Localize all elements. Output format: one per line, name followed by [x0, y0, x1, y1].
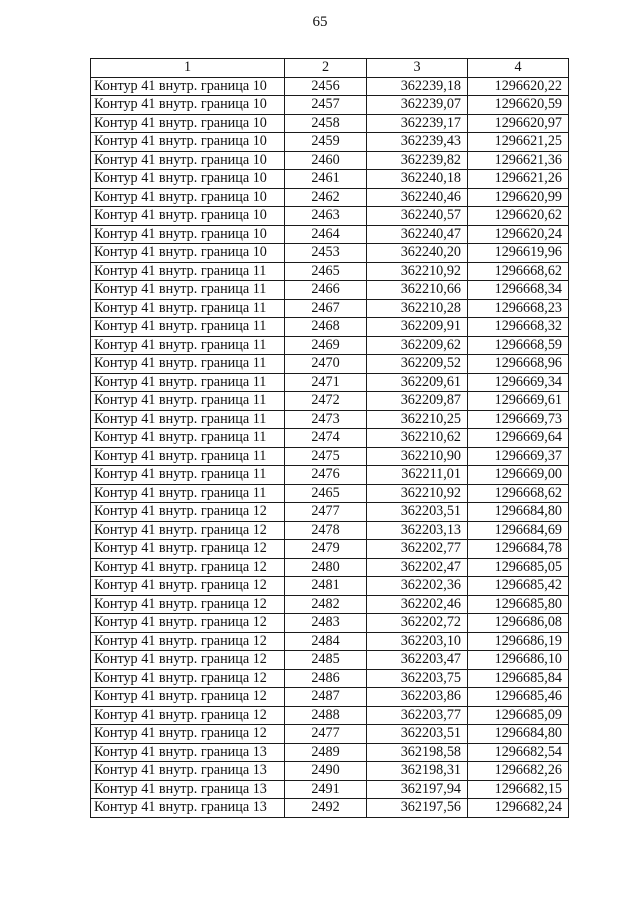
x-coordinate-cell: 362203,86: [367, 688, 468, 707]
point-number-cell: 2480: [285, 558, 367, 577]
table-row: [91, 799, 569, 818]
y-coordinate-cell: 1296668,62: [468, 262, 569, 281]
contour-name-cell: Контур 41 внутр. граница 11: [91, 447, 285, 466]
y-coordinate-cell: 1296685,46: [468, 688, 569, 707]
header-col-2: 2: [285, 59, 367, 78]
y-coordinate-cell: 1296621,26: [468, 170, 569, 189]
table-row: [91, 151, 569, 170]
table-row: [91, 392, 569, 411]
point-number-cell: 2461: [285, 170, 367, 189]
contour-name-cell: Контур 41 внутр. граница 11: [91, 318, 285, 337]
y-coordinate-cell: 1296685,05: [468, 558, 569, 577]
y-coordinate-cell: 1296621,36: [468, 151, 569, 170]
point-number-cell: 2453: [285, 244, 367, 263]
table-row: [91, 299, 569, 318]
contour-name-cell: Контур 41 внутр. граница 12: [91, 558, 285, 577]
contour-name-cell: Контур 41 внутр. граница 11: [91, 299, 285, 318]
y-coordinate-cell: 1296682,54: [468, 743, 569, 762]
y-coordinate-cell: 1296668,23: [468, 299, 569, 318]
point-number-cell: 2477: [285, 725, 367, 744]
table-row: [91, 558, 569, 577]
header-col-1: 1: [91, 59, 285, 78]
x-coordinate-cell: 362203,13: [367, 521, 468, 540]
table-row: [91, 503, 569, 522]
contour-name-cell: Контур 41 внутр. граница 12: [91, 614, 285, 633]
coordinates-table: [90, 58, 569, 818]
x-coordinate-cell: 362239,82: [367, 151, 468, 170]
point-number-cell: 2478: [285, 521, 367, 540]
contour-name-cell: Контур 41 внутр. граница 13: [91, 780, 285, 799]
contour-name-cell: Контур 41 внутр. граница 11: [91, 336, 285, 355]
table-row: [91, 780, 569, 799]
table-row: [91, 355, 569, 374]
point-number-cell: 2477: [285, 503, 367, 522]
x-coordinate-cell: 362203,47: [367, 651, 468, 670]
header-col-3: 3: [367, 59, 468, 78]
contour-name-cell: Контур 41 внутр. граница 11: [91, 262, 285, 281]
point-number-cell: 2476: [285, 466, 367, 485]
table-row: [91, 725, 569, 744]
point-number-cell: 2460: [285, 151, 367, 170]
contour-name-cell: Контур 41 внутр. граница 10: [91, 188, 285, 207]
y-coordinate-cell: 1296684,80: [468, 503, 569, 522]
point-number-cell: 2465: [285, 484, 367, 503]
x-coordinate-cell: 362210,92: [367, 262, 468, 281]
y-coordinate-cell: 1296669,34: [468, 373, 569, 392]
x-coordinate-cell: 362210,28: [367, 299, 468, 318]
x-coordinate-cell: 362197,56: [367, 799, 468, 818]
contour-name-cell: Контур 41 внутр. граница 10: [91, 244, 285, 263]
y-coordinate-cell: 1296685,09: [468, 706, 569, 725]
table-row: [91, 466, 569, 485]
point-number-cell: 2469: [285, 336, 367, 355]
table-row: [91, 336, 569, 355]
x-coordinate-cell: 362203,51: [367, 725, 468, 744]
contour-name-cell: Контур 41 внутр. граница 12: [91, 540, 285, 559]
point-number-cell: 2471: [285, 373, 367, 392]
table-row: [91, 429, 569, 448]
y-coordinate-cell: 1296669,37: [468, 447, 569, 466]
x-coordinate-cell: 362209,91: [367, 318, 468, 337]
table-row: [91, 688, 569, 707]
contour-name-cell: Контур 41 внутр. граница 10: [91, 114, 285, 133]
point-number-cell: 2463: [285, 207, 367, 226]
point-number-cell: 2490: [285, 762, 367, 781]
table-row: [91, 96, 569, 115]
x-coordinate-cell: 362209,61: [367, 373, 468, 392]
point-number-cell: 2474: [285, 429, 367, 448]
contour-name-cell: Контур 41 внутр. граница 11: [91, 429, 285, 448]
table-row: [91, 77, 569, 96]
y-coordinate-cell: 1296620,59: [468, 96, 569, 115]
y-coordinate-cell: 1296620,99: [468, 188, 569, 207]
x-coordinate-cell: 362240,46: [367, 188, 468, 207]
point-number-cell: 2462: [285, 188, 367, 207]
y-coordinate-cell: 1296619,96: [468, 244, 569, 263]
point-number-cell: 2492: [285, 799, 367, 818]
x-coordinate-cell: 362209,62: [367, 336, 468, 355]
table-row: [91, 669, 569, 688]
x-coordinate-cell: 362240,57: [367, 207, 468, 226]
coordinates-table-container: [90, 58, 569, 818]
point-number-cell: 2472: [285, 392, 367, 411]
y-coordinate-cell: 1296684,80: [468, 725, 569, 744]
x-coordinate-cell: 362209,52: [367, 355, 468, 374]
point-number-cell: 2479: [285, 540, 367, 559]
x-coordinate-cell: 362198,58: [367, 743, 468, 762]
y-coordinate-cell: 1296620,97: [468, 114, 569, 133]
contour-name-cell: Контур 41 внутр. граница 10: [91, 151, 285, 170]
x-coordinate-cell: 362202,36: [367, 577, 468, 596]
contour-name-cell: Контур 41 внутр. граница 13: [91, 762, 285, 781]
y-coordinate-cell: 1296669,61: [468, 392, 569, 411]
x-coordinate-cell: 362210,90: [367, 447, 468, 466]
table-row: [91, 170, 569, 189]
contour-name-cell: Контур 41 внутр. граница 12: [91, 688, 285, 707]
contour-name-cell: Контур 41 внутр. граница 12: [91, 632, 285, 651]
x-coordinate-cell: 362197,94: [367, 780, 468, 799]
point-number-cell: 2465: [285, 262, 367, 281]
contour-name-cell: Контур 41 внутр. граница 12: [91, 669, 285, 688]
y-coordinate-cell: 1296685,84: [468, 669, 569, 688]
contour-name-cell: Контур 41 внутр. граница 10: [91, 77, 285, 96]
contour-name-cell: Контур 41 внутр. граница 12: [91, 651, 285, 670]
table-row: [91, 373, 569, 392]
contour-name-cell: Контур 41 внутр. граница 11: [91, 373, 285, 392]
y-coordinate-cell: 1296684,69: [468, 521, 569, 540]
contour-name-cell: Контур 41 внутр. граница 12: [91, 595, 285, 614]
x-coordinate-cell: 362239,18: [367, 77, 468, 96]
x-coordinate-cell: 362203,10: [367, 632, 468, 651]
point-number-cell: 2458: [285, 114, 367, 133]
y-coordinate-cell: 1296668,59: [468, 336, 569, 355]
x-coordinate-cell: 362202,47: [367, 558, 468, 577]
contour-name-cell: Контур 41 внутр. граница 12: [91, 503, 285, 522]
y-coordinate-cell: 1296682,15: [468, 780, 569, 799]
contour-name-cell: Контур 41 внутр. граница 11: [91, 355, 285, 374]
contour-name-cell: Контур 41 внутр. граница 11: [91, 466, 285, 485]
table-row: [91, 595, 569, 614]
header-row: [91, 59, 569, 78]
point-number-cell: 2473: [285, 410, 367, 429]
point-number-cell: 2467: [285, 299, 367, 318]
table-row: [91, 743, 569, 762]
contour-name-cell: Контур 41 внутр. граница 12: [91, 706, 285, 725]
table-row: [91, 614, 569, 633]
y-coordinate-cell: 1296685,42: [468, 577, 569, 596]
y-coordinate-cell: 1296668,32: [468, 318, 569, 337]
table-row: [91, 133, 569, 152]
page-number: 65: [312, 14, 328, 30]
table-row: [91, 577, 569, 596]
table-row: [91, 410, 569, 429]
x-coordinate-cell: 362239,17: [367, 114, 468, 133]
point-number-cell: 2485: [285, 651, 367, 670]
point-number-cell: 2457: [285, 96, 367, 115]
x-coordinate-cell: 362240,20: [367, 244, 468, 263]
table-row: [91, 484, 569, 503]
x-coordinate-cell: 362210,92: [367, 484, 468, 503]
table-row: [91, 281, 569, 300]
x-coordinate-cell: 362240,47: [367, 225, 468, 244]
y-coordinate-cell: 1296669,73: [468, 410, 569, 429]
point-number-cell: 2464: [285, 225, 367, 244]
contour-name-cell: Контур 41 внутр. граница 10: [91, 207, 285, 226]
contour-name-cell: Контур 41 внутр. граница 12: [91, 521, 285, 540]
point-number-cell: 2486: [285, 669, 367, 688]
table-row: [91, 651, 569, 670]
table-row: [91, 262, 569, 281]
x-coordinate-cell: 362202,46: [367, 595, 468, 614]
point-number-cell: 2487: [285, 688, 367, 707]
contour-name-cell: Контур 41 внутр. граница 11: [91, 410, 285, 429]
point-number-cell: 2468: [285, 318, 367, 337]
y-coordinate-cell: 1296620,22: [468, 77, 569, 96]
table-row: [91, 447, 569, 466]
y-coordinate-cell: 1296669,00: [468, 466, 569, 485]
header-col-4: 4: [468, 59, 569, 78]
x-coordinate-cell: 362210,25: [367, 410, 468, 429]
point-number-cell: 2470: [285, 355, 367, 374]
y-coordinate-cell: 1296686,10: [468, 651, 569, 670]
point-number-cell: 2484: [285, 632, 367, 651]
x-coordinate-cell: 362203,51: [367, 503, 468, 522]
y-coordinate-cell: 1296620,24: [468, 225, 569, 244]
table-row: [91, 188, 569, 207]
x-coordinate-cell: 362203,75: [367, 669, 468, 688]
x-coordinate-cell: 362210,62: [367, 429, 468, 448]
x-coordinate-cell: 362240,18: [367, 170, 468, 189]
y-coordinate-cell: 1296686,19: [468, 632, 569, 651]
y-coordinate-cell: 1296668,62: [468, 484, 569, 503]
contour-name-cell: Контур 41 внутр. граница 10: [91, 170, 285, 189]
table-row: [91, 318, 569, 337]
contour-name-cell: Контур 41 внутр. граница 10: [91, 133, 285, 152]
y-coordinate-cell: 1296621,25: [468, 133, 569, 152]
y-coordinate-cell: 1296686,08: [468, 614, 569, 633]
y-coordinate-cell: 1296620,62: [468, 207, 569, 226]
table-row: [91, 521, 569, 540]
contour-name-cell: Контур 41 внутр. граница 11: [91, 281, 285, 300]
table-row: [91, 706, 569, 725]
point-number-cell: 2488: [285, 706, 367, 725]
point-number-cell: 2491: [285, 780, 367, 799]
y-coordinate-cell: 1296669,64: [468, 429, 569, 448]
point-number-cell: 2459: [285, 133, 367, 152]
table-row: [91, 225, 569, 244]
x-coordinate-cell: 362202,72: [367, 614, 468, 633]
x-coordinate-cell: 362202,77: [367, 540, 468, 559]
contour-name-cell: Контур 41 внутр. граница 10: [91, 96, 285, 115]
y-coordinate-cell: 1296668,34: [468, 281, 569, 300]
x-coordinate-cell: 362211,01: [367, 466, 468, 485]
table-row: [91, 632, 569, 651]
point-number-cell: 2489: [285, 743, 367, 762]
x-coordinate-cell: 362239,07: [367, 96, 468, 115]
y-coordinate-cell: 1296684,78: [468, 540, 569, 559]
contour-name-cell: Контур 41 внутр. граница 12: [91, 577, 285, 596]
table-row: [91, 114, 569, 133]
contour-name-cell: Контур 41 внутр. граница 11: [91, 484, 285, 503]
x-coordinate-cell: 362198,31: [367, 762, 468, 781]
table-body: [91, 77, 569, 817]
point-number-cell: 2456: [285, 77, 367, 96]
contour-name-cell: Контур 41 внутр. граница 12: [91, 725, 285, 744]
table-row: [91, 207, 569, 226]
table-header: [91, 59, 569, 78]
y-coordinate-cell: 1296682,24: [468, 799, 569, 818]
x-coordinate-cell: 362209,87: [367, 392, 468, 411]
point-number-cell: 2475: [285, 447, 367, 466]
y-coordinate-cell: 1296668,96: [468, 355, 569, 374]
contour-name-cell: Контур 41 внутр. граница 13: [91, 743, 285, 762]
point-number-cell: 2481: [285, 577, 367, 596]
x-coordinate-cell: 362239,43: [367, 133, 468, 152]
point-number-cell: 2483: [285, 614, 367, 633]
x-coordinate-cell: 362203,77: [367, 706, 468, 725]
point-number-cell: 2466: [285, 281, 367, 300]
contour-name-cell: Контур 41 внутр. граница 13: [91, 799, 285, 818]
point-number-cell: 2482: [285, 595, 367, 614]
table-row: [91, 540, 569, 559]
contour-name-cell: Контур 41 внутр. граница 11: [91, 392, 285, 411]
contour-name-cell: Контур 41 внутр. граница 10: [91, 225, 285, 244]
table-row: [91, 244, 569, 263]
x-coordinate-cell: 362210,66: [367, 281, 468, 300]
y-coordinate-cell: 1296682,26: [468, 762, 569, 781]
y-coordinate-cell: 1296685,80: [468, 595, 569, 614]
table-row: [91, 762, 569, 781]
